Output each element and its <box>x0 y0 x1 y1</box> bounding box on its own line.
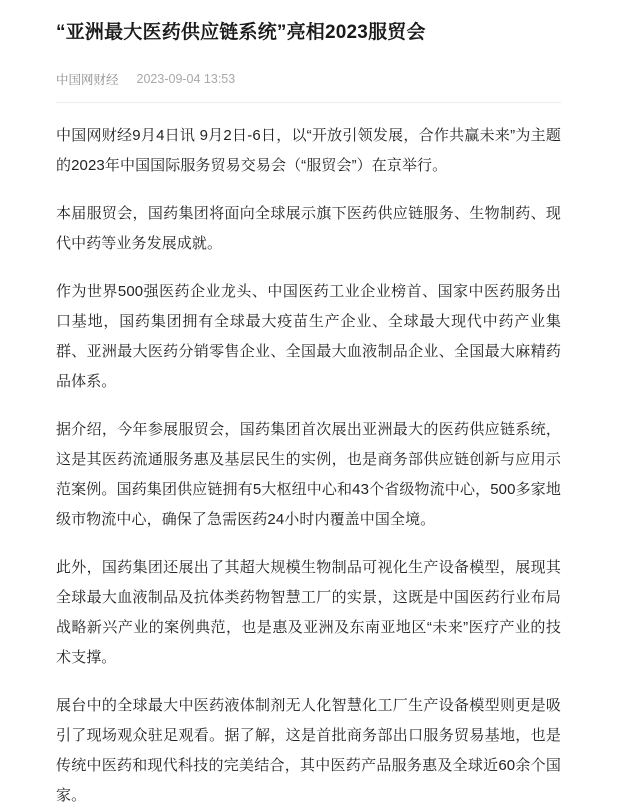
article-date: 2023-09-04 13:53 <box>136 72 236 86</box>
article-paragraph: 作为世界500强医药企业龙头、中国医药工业企业榜首、国家中医药服务出口基地，国药集团拥有全球最大疫苗生产企业、全球最大现代中药产业集群、亚洲最大医药分销零售企业、全国最大血液制品企业、全国最大麻精药品体系。 <box>56 283 561 390</box>
article-paragraph: 本届服贸会，国药集团将面向全球展示旗下医药供应链服务、生物制药、现代中药等业务发展成就。 <box>56 205 561 252</box>
article-paragraph: 展台中的全球最大中医药液体制剂无人化智慧化工厂生产设备模型则更是吸引了现场观众驻足观看。据了解，这是首批商务部出口服务贸易基地，也是传统中医药和现代科技的完美结合，其中医药产品服务惠及全球近60余个国家。 <box>56 697 561 804</box>
article-meta <box>56 70 561 103</box>
article-paragraph: 中国网财经9月4日讯 9月2日-6日，以“开放引领发展，合作共赢未来”为主题的2023年中国国际服务贸易交易会（“服贸会”）在京举行。 <box>56 127 561 174</box>
article-paragraph: 据介绍，今年参展服贸会，国药集团首次展出亚洲最大的医药供应链系统，这是其医药流通服务惠及基层民生的实例，也是商务部供应链创新与应用示范案例。国药集团供应链拥有5大枢纽中心和43个省级物流中心，500多家地级市物流中心，确保了急需医药24小时内覆盖中国全境。 <box>56 421 561 528</box>
page-title: “亚洲最大医药供应链系统”亮相2023服贸会 <box>56 22 426 43</box>
article-body <box>56 121 561 811</box>
article-paragraph: 此外，国药集团还展出了其超大规模生物制品可视化生产设备模型，展现其全球最大血液制品及抗体类药物智慧工厂的实景，这既是中国医药行业布局战略新兴产业的案例典范，也是惠及亚洲及东南亚地区“未来”医疗产业的技术支撑。 <box>56 559 561 666</box>
article-source: 中国网财经 <box>56 73 119 87</box>
